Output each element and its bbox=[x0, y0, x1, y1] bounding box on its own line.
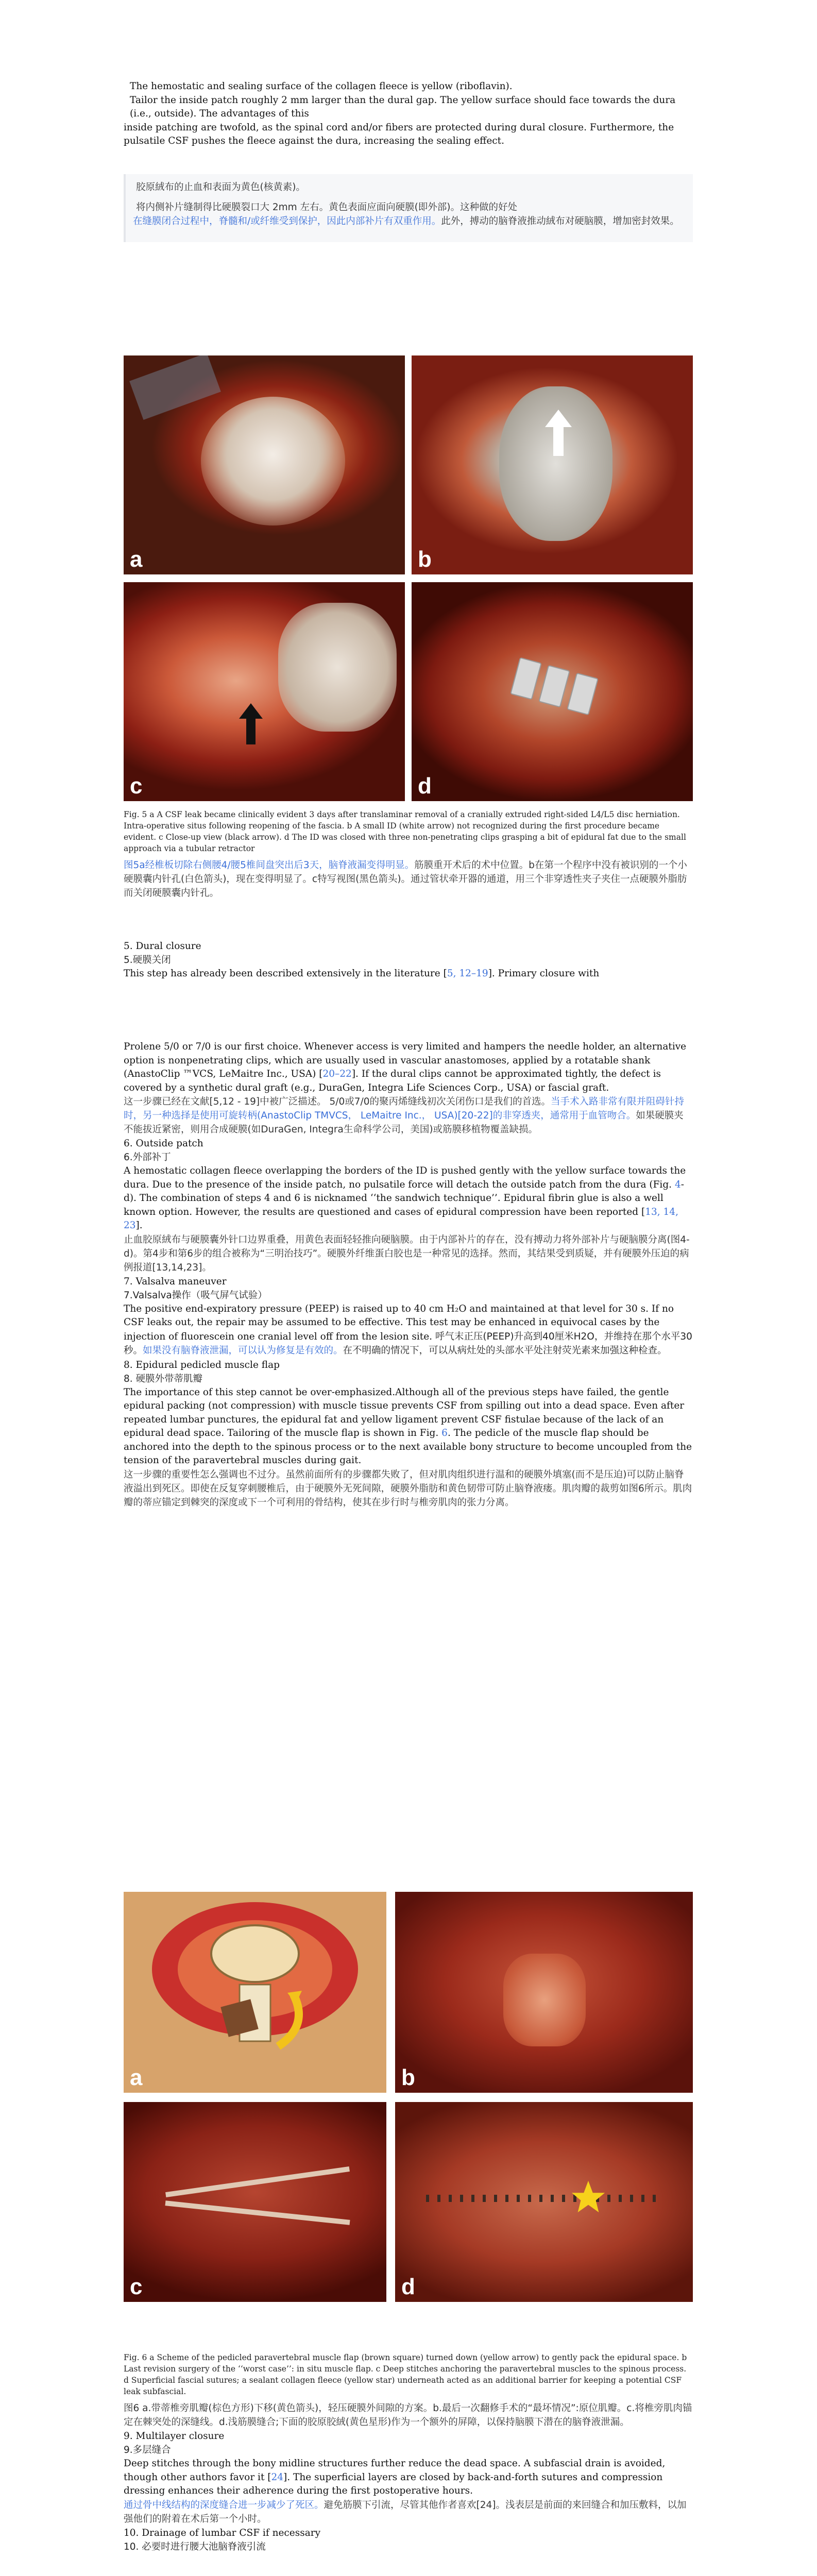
hemostatic-zh-quote bbox=[124, 174, 693, 242]
flap-heading-en: 8. Epidural pedicled muscle flap bbox=[124, 1359, 280, 1370]
valsalva-para bbox=[124, 1302, 693, 1358]
fig6-caption-and-sections bbox=[124, 2352, 693, 2554]
dural-text: ]. If the dural clips cannot be approximated tightly, the defect is covered by a synthetic dural graft (e.g., DuraGen, Integra Life Sciences Corp., USA) or fascial graft. bbox=[124, 1069, 661, 1093]
multilayer-zh-rest: 避免筋膜下引流，尽管其他作者喜欢[24]。浅表层是前面的来回缝合和加压敷料，以加强他们的附着在术后第一个小时。 bbox=[124, 2499, 687, 2524]
hemostatic-en-line: Tailor the inside patch roughly 2 mm larger than the dural gap. The yellow surface should face towards the dura (i.e., outside). The advantages of this bbox=[130, 94, 676, 119]
valsalva-heading-en: 7. Valsalva maneuver bbox=[124, 1276, 227, 1287]
hemostatic-zh-line: 胶原絨布的止血和表面为黄色(核黄素)。 bbox=[136, 182, 305, 193]
fig6-label-c: c bbox=[130, 2274, 143, 2299]
dural-para-1 bbox=[124, 967, 693, 981]
hemostatic-en-block bbox=[124, 80, 693, 148]
fig5-clip-1 bbox=[510, 657, 542, 700]
fig6-panel-b-flap bbox=[503, 1954, 586, 2046]
white-arrow-icon bbox=[543, 410, 574, 456]
fig5-panel-c-image bbox=[124, 582, 405, 801]
fig5-label-a: a bbox=[130, 547, 143, 572]
multilayer-heading-en: 9. Multilayer closure bbox=[124, 2431, 225, 2442]
yellow-star-icon bbox=[570, 2179, 606, 2215]
fig6-panel-a-image bbox=[124, 1892, 386, 2093]
multilayer-heading-zh: 9.多层缝合 bbox=[124, 2445, 171, 2455]
multilayer-text: ]. The superficial layers are closed by back-and-forth sutures and compression dressing enhances their adherence during the first postoperative hours. bbox=[124, 2471, 663, 2496]
citation-link[interactable]: 24 bbox=[271, 2471, 284, 2483]
valsalva-zh-highlight: 如果没有脑脊液泄漏，可以认为修复是有效的。 bbox=[143, 1345, 343, 1356]
fig5-panel-c-tissue bbox=[278, 603, 397, 732]
citation-link[interactable]: 13, 14, 23 bbox=[124, 1206, 678, 1231]
outside-heading-zh: 6.外部补丁 bbox=[124, 1152, 171, 1163]
hemostatic-en-line: inside patching are twofold, as the spinal cord and/or fibers are protected during dural closure. Furthermore, the pulsatile CSF pushes the fleece against the dura, increasing the sealing effect. bbox=[124, 122, 674, 146]
outside-zh: 止血胶原絨布与硬膜囊外针口边界重叠，用黄色表面轻轻推向硬脑膜。由于内部补片的存在，没有搏动力将外部补片与硬脑膜分离(图4-d)。第4步和第6步的组合被称为“三明治技巧”。硬膜外纤维蛋白胶也是一种常见的选择。然而，其结果受到质疑，并有硬膜外压迫的病例报道[13,14,23]。 bbox=[124, 1234, 690, 1273]
fig5-caption-en: Fig. 5 a A CSF leak became clinically evident 3 days after translaminar removal of a cranially extruded right-sided L4/L5 disc herniation. Intra-operative situs following reopening of the fascia. b A small ID (white arrow) not recognized during the first procedure became evident. c Close-up view (black arrow). d The ID was closed with three non-penetrating clips grasping a bit of epidural fat due to the small approach via a tubular retractor bbox=[124, 810, 686, 853]
fig5-panel-a-tissue bbox=[201, 397, 345, 526]
citation-link[interactable]: 20–22 bbox=[322, 1069, 352, 1079]
flap-zh: 这一步骤的重要性怎么强调也不过分。虽然前面所有的步骤都失败了，但对肌肉组织进行温和的硬膜外填塞(而不是压迫)可以防止脑脊液溢出到死区。即使在反复穿刺腰椎后，由于硬膜外无死间隙，硬膜外脂肪和黄色韧带可防止脑脊液瘘。肌肉瓣的裁剪如图6所示。肌肉瓣的蒂应锚定到棘突的深度或下一个可利用的骨结构，使其在步行时与椎旁肌肉的张力分离。 bbox=[124, 1469, 692, 1508]
dural-para-2 bbox=[124, 1040, 693, 1095]
hemostatic-en-line: The hemostatic and sealing surface of the collagen fleece is yellow (riboflavin). bbox=[130, 81, 513, 92]
hemostatic-zh-rest: 此外，搏动的脑脊液推动絨布对硬脑膜，增加密封效果。 bbox=[441, 216, 679, 227]
dural-text: Prolene 5/0 or 7/0 is our first choice. Whenever access is very limited and hampers the needle holder, an alternative option is nonpenetrating clips, which are usually used in vascular anastomoses, applied by a rotatable shank (AnastoClip ™VCS, LeMaitre Inc., USA) [ bbox=[124, 1041, 687, 1079]
dural-text: ]. Primary closure with bbox=[488, 968, 600, 979]
flap-text: . The pedicle of the muscle flap should be anchored into the depth to the spinous process or to the next available bony structure to become uncoupled from the tension of the paravertebral muscles during gait. bbox=[124, 1428, 692, 1466]
fig6-suture-2 bbox=[165, 2200, 350, 2225]
drain-heading-zh: 10. 必要时进行腰大池脑脊液引流 bbox=[124, 2541, 266, 2552]
section-dural-closure bbox=[124, 939, 693, 981]
fig5-label-b: b bbox=[418, 547, 432, 572]
valsalva-zh-inline: 呼气末正压(PEEP)升高到40厘米H2O，并维持在那个水平30秒。 bbox=[124, 1331, 692, 1356]
outside-text: ]. bbox=[135, 1220, 143, 1231]
multilayer-zh-highlight: 通过骨中线结构的深度缝合进一步减少了死区。 bbox=[124, 2499, 324, 2511]
fig5-panel-a-image bbox=[124, 355, 405, 574]
figure-6 bbox=[124, 1892, 693, 2345]
fig5-caption bbox=[124, 809, 693, 900]
dural-zh-text: 这一步骤已经在文献[5,12 - 19]中被广泛描述。 5/0或7/0的聚丙烯缝线初次关闭伤口是我们的首选。 bbox=[124, 1096, 551, 1107]
fig5-caption-zh bbox=[124, 858, 693, 900]
black-arrow-icon bbox=[238, 703, 264, 744]
fig5-clip-2 bbox=[538, 665, 570, 708]
dural-zh-highlight: 当手术入路非常有限并阻碍针持时，另一种选择是使用可旋转柄(AnastoClip TMVCS， LeMaitre Inc.， USA)[20-22]的非穿透夹，通常用于血管吻合。 bbox=[124, 1096, 685, 1121]
fig5-caption-zh-highlight: 图5a经椎板切除右侧腰4/腰5椎间盘突出后3天，脑脊液漏变得明显。 bbox=[124, 860, 415, 871]
outside-text: A hemostatic collagen fleece overlapping the borders of the ID is pushed gently with the yellow surface towards the dura. Due to the presence of the inside patch, no pulsatile force will detach the outside patch from the dura (Fig. bbox=[124, 1165, 686, 1190]
fig5-panel-a-retractor bbox=[129, 355, 221, 420]
figure-5 bbox=[124, 355, 693, 804]
multilayer-para bbox=[124, 2457, 693, 2498]
section-dural-closure-cont bbox=[124, 1040, 693, 1510]
flap-heading-zh: 8. 硬膜外带蒂肌瓣 bbox=[124, 1373, 203, 1384]
fig6-fascial-sutures bbox=[426, 2195, 663, 2202]
hemostatic-zh-line: 将内侧补片缝制得比硬膜裂口大 2mm 左右。黄色表面应面向硬膜(即外部)。这种做的好处 bbox=[136, 202, 518, 213]
dural-heading-en: 5. Dural closure bbox=[124, 941, 201, 952]
valsalva-zh-rest: 在不明确的情况下，可以从病灶处的头部水平处注射荧光素来加强这种检查。 bbox=[343, 1345, 667, 1356]
dural-heading-zh: 5.硬膜关闭 bbox=[124, 955, 171, 965]
fig6-panel-c-image bbox=[124, 2102, 386, 2302]
fig5-caption-zh-rest: 筋膜重开术后的术中位置。b在第一个程序中没有被识别的一个小硬膜囊内针孔(白色箭头)，现在变得明显了。c特写视图(黑色箭头)。通过管状牵开器的通道，用三个非穿透性夹子夹住一点硬膜外脂肪而关闭硬膜囊内针孔。 bbox=[124, 860, 687, 899]
dural-zh bbox=[124, 1095, 693, 1137]
fig6-panel-b-image bbox=[395, 1892, 693, 2093]
dural-zh-text: 如果硬膜夹不能拔近紧密，则用合成硬膜(如DuraGen, Integra生命科学公司，美国)或筋膜移植物覆盖缺损。 bbox=[124, 1110, 684, 1135]
fig6-panel-d-image bbox=[395, 2102, 693, 2302]
outside-heading-en: 6. Outside patch bbox=[124, 1138, 203, 1149]
figure-link[interactable]: 4 bbox=[674, 1179, 681, 1190]
fig5-panel-b-image bbox=[412, 355, 693, 574]
hemostatic-zh-highlight: 在缝膜闭合过程中，脊髓和/或纤维受到保护，因此内部补片有双重作用。 bbox=[133, 216, 441, 227]
flap-para bbox=[124, 1386, 693, 1468]
flap-text: The importance of this step cannot be over-emphasized.Although all of the previous steps have failed, the gentle epidural packing (not compression) with muscle tissue prevents CSF from spilling out into a dead space. Even after repeated lumbar punctures, the epidural fat and yellow ligament prevent CSF fistulae because of the lack of an epidural dead space. Tailoring of the muscle flap is shown in Fig. bbox=[124, 1386, 685, 1438]
citation-link[interactable]: 5, 12–19 bbox=[447, 968, 488, 979]
drain-heading-en: 10. Drainage of lumbar CSF if necessary bbox=[124, 2527, 321, 2538]
fig6-scheme-drawing bbox=[124, 1892, 386, 2093]
fig6-caption-en: Fig. 6 a Scheme of the pedicled paravertebral muscle flap (brown square) turned down (yellow arrow) to gently pack the epidural space. b Last revision surgery of the ‘‘worst case’’: in situ muscle flap. c Deep stitches anchoring the paravertebral muscles to the spinous process. d Superficial fascial sutures; a sealant collagen fleece (yellow star) underneath acted as an additional barrier for keeping a potential CSF leak subfascial. bbox=[124, 2353, 687, 2396]
outside-text: -d). The combination of steps 4 and 6 is nicknamed ‘‘the sandwich technique’’. Epidural fibrin glue is also a well known option. However, the results are questioned and cases of epidural compression have been reported [ bbox=[124, 1179, 684, 1217]
fig5-label-d: d bbox=[418, 773, 432, 799]
fig5-panel-d-image bbox=[412, 582, 693, 801]
fig6-suture-1 bbox=[165, 2166, 350, 2197]
fig5-label-c: c bbox=[130, 773, 143, 799]
outside-para bbox=[124, 1164, 693, 1233]
fig6-label-a: a bbox=[130, 2065, 143, 2090]
valsalva-text: The positive end-expiratory pressure (PEEP) is raised up to 40 cm H₂O and maintained at that level for 30 s. If no CSF leaks out, the repair may be assumed to be effective. This test may be enhanced in equivocal cases by the injection of fluorescein one cranial level off from the lesion site. bbox=[124, 1303, 674, 1342]
figure-link[interactable]: 6 bbox=[441, 1428, 448, 1438]
fig6-caption-zh: 图6 a.带蒂椎旁肌瓣(棕色方形)下移(黄色箭头)，轻压硬膜外间隙的方案。b.最后一次翻修手术的“最坏情况”:原位肌瓣。c.将椎旁肌肉锚定在棘突处的深缝线。d.浅筋膜缝合;下面的胶原胶絨(黄色星形)作为一个额外的屏障，以保持脑膜下潜在的脑脊液泄漏。 bbox=[124, 2403, 692, 2428]
fig6-label-d: d bbox=[401, 2274, 415, 2299]
fig6-label-b: b bbox=[401, 2065, 415, 2090]
multilayer-text: Deep stitches through the bony midline structures further reduce the dead space. A subfascial drain is avoided, though other authors favor it [ bbox=[124, 2458, 666, 2483]
dural-text: This step has already been described extensively in the literature [ bbox=[124, 968, 447, 979]
hemostatic-zh-line bbox=[133, 214, 686, 228]
valsalva-heading-zh: 7.Valsalva操作（吸气屏气试验） bbox=[124, 1290, 267, 1301]
fig5-clip-3 bbox=[567, 673, 599, 716]
multilayer-zh bbox=[124, 2498, 693, 2526]
